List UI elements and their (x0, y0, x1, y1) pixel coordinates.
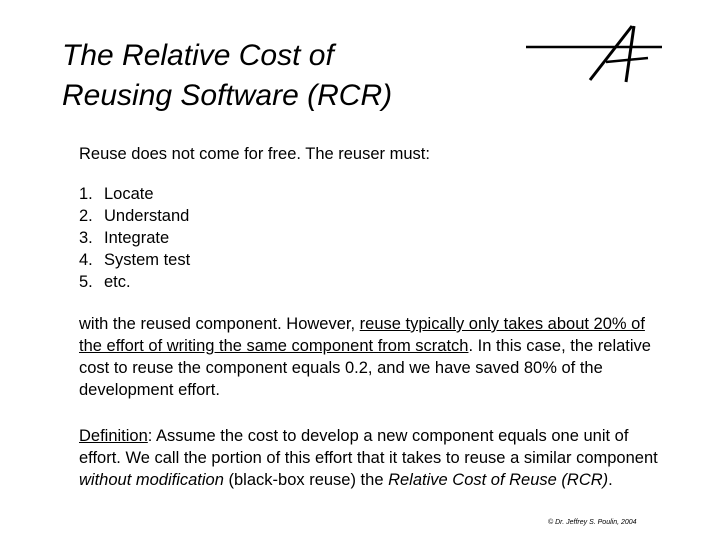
arrow-logo-icon (522, 20, 664, 86)
copyright-footer: © Dr. Jeffrey S. Poulin, 2004 (548, 519, 637, 526)
definition-text-2: (black-box reuse) the (223, 471, 389, 489)
title-line-2: Reusing Software (RCR) (62, 79, 393, 112)
list-item (79, 205, 679, 227)
definition-italic-1: without modification (79, 471, 224, 489)
list-item (79, 249, 679, 271)
list-label: Locate (104, 185, 154, 203)
list-item (79, 183, 679, 205)
definition-term: Definition (79, 427, 148, 445)
paragraph-lead: with the reused component. However, (79, 315, 360, 333)
definition-paragraph (79, 425, 659, 491)
list-label: etc. (104, 273, 131, 291)
list-number: 3. (79, 229, 93, 247)
list-item (79, 227, 679, 249)
definition-italic-2: Relative Cost of Reuse (RCR) (388, 471, 609, 489)
reuse-effort-paragraph (79, 313, 659, 401)
slide-title (62, 36, 392, 116)
list-label: Understand (104, 207, 190, 225)
list-label: Integrate (104, 229, 170, 247)
steps-list (79, 183, 679, 293)
underlined-emphasis: reuse typically only takes about 20% of the effort of writing the same component from scratch (79, 315, 645, 355)
list-number: 2. (79, 207, 93, 225)
paragraph-tail: . In this case, the relative cost to reuse the component equals 0.2, and we have saved 80% of the development effort. (79, 337, 651, 399)
slide-body (79, 143, 679, 491)
intro-text: Reuse does not come for free. The reuser must: (79, 145, 430, 163)
definition-text-1: : Assume the cost to develop a new component equals one unit of effort. We call the portion of this effort that it takes to reuse a similar component (79, 427, 658, 467)
list-number: 1. (79, 185, 93, 203)
list-number: 5. (79, 273, 93, 291)
list-label: System test (104, 251, 191, 269)
title-line-1: The Relative Cost of (62, 39, 334, 72)
definition-text-3: . (608, 471, 613, 489)
list-item (79, 271, 679, 293)
list-number: 4. (79, 251, 93, 269)
